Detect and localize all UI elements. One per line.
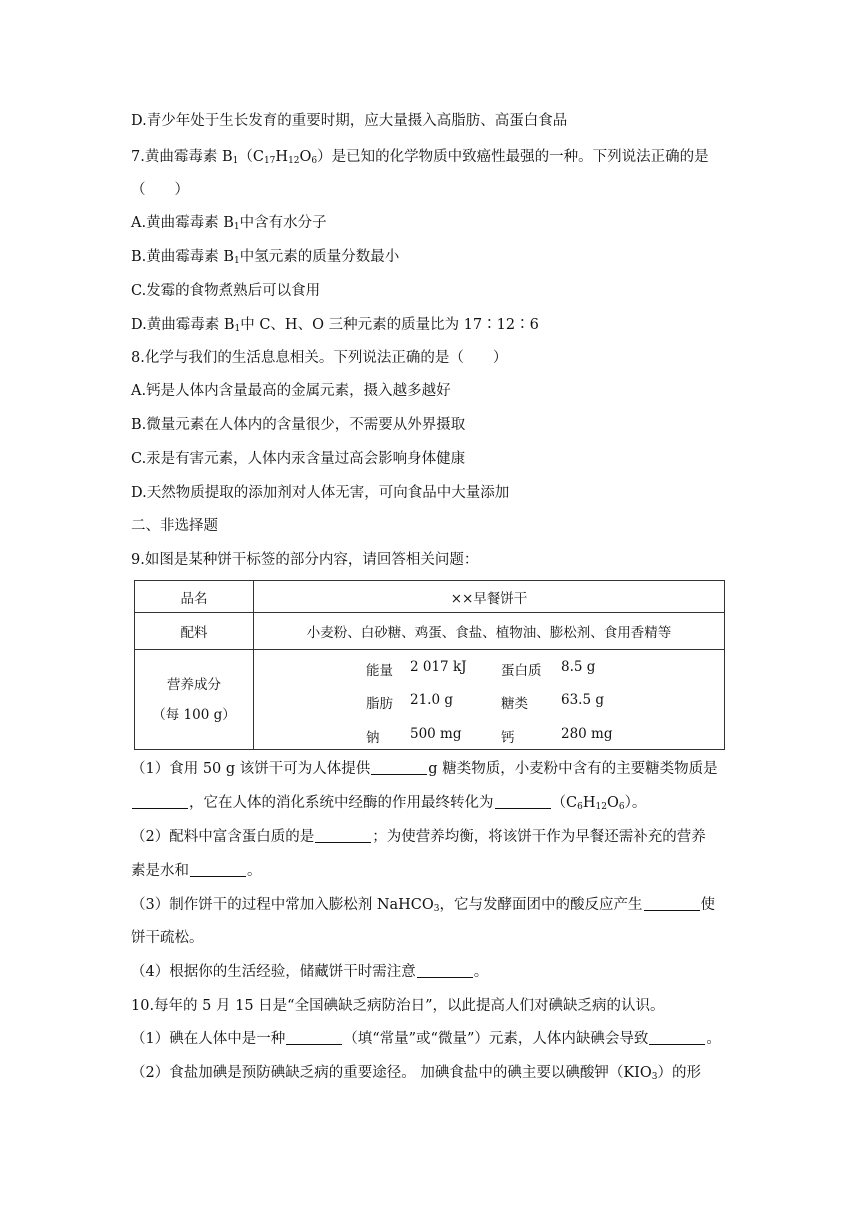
q7-option-a: A.黄曲霉毒素 $B_1$中含有水分子: [131, 215, 327, 232]
answer-blank[interactable]: [495, 794, 551, 809]
q7-option-b: B.黄曲霉毒素 $B_1$中氢元素的质量分数最小: [131, 249, 400, 266]
answer-blank[interactable]: [286, 1030, 342, 1045]
q8-option-d: D.天然物质提取的添加剂对人体无害，可向食品中大量添加: [131, 485, 510, 501]
section-heading: 二、非选择题: [131, 518, 218, 534]
energy-label: 能量: [366, 662, 393, 679]
q9-part1-line2: ，它在人体的消化系统中经酶的作用最终转化为 $(C_6H_{12}O_6)$。: [131, 793, 731, 813]
answer-blank[interactable]: [132, 794, 188, 809]
q10-part1: （1）碘在人体中是一种 （填“常量”或“微量”）元素，人体内缺碘会导致 。: [131, 1031, 721, 1047]
nutrition-values: [254, 650, 725, 750]
protein-value: 8.5 g: [561, 658, 596, 675]
q7-option-d: D.黄曲霉毒素 $B_1$中 C、H、O 三种元素的质量比为 17∶12∶6: [131, 317, 539, 334]
calcium-label: 钙: [501, 729, 515, 746]
biscuit-label-table: [134, 580, 725, 750]
q8-option-a: A.钙是人体内含量最高的金属元素，摄入越多越好: [131, 383, 451, 399]
q9-part4: （4）根据你的生活经验，储藏饼干时需注意 。: [131, 964, 489, 980]
q6-option-d: D.青少年处于生长发育的重要时期，应大量摄入高脂肪、高蛋白食品: [131, 113, 568, 129]
carbohydrate-value: 63.5 g: [561, 691, 604, 708]
nutrition-key: [135, 650, 254, 750]
nutrition-key-line2: （每 100 g）: [152, 706, 236, 723]
protein-label: 蛋白质: [501, 662, 542, 679]
q8-option-c: C.汞是有害元素，人体内汞含量过高会影响身体健康: [131, 451, 466, 467]
q9-part3-line1: （3）制作饼干的过程中常加入膨松剂 NaHCO$_3$，它与发酵面团中的酸反应产生 使: [131, 897, 716, 914]
q10-stem: 10.每年的 5 月 15 日是“全国碘缺乏病防治日”，以此提高人们对碘缺乏病的认识。: [131, 998, 665, 1014]
q9-part1-line1: （1）食用 50 g 该饼干可为人体提供 g 糖类物质，小麦粉中含有的主要糖类物质是: [131, 761, 718, 777]
q7-stem: 7.黄曲霉毒素 $B_1(C_{17}H_{12}O_6)$是已知的化学物质中致癌性最强的一种。下列说法正确的是: [131, 149, 709, 166]
ingredients-key: 配料: [135, 613, 254, 650]
q9-stem: 9.如图是某种饼干标签的部分内容，请回答相关问题：: [131, 552, 479, 568]
table-row: [135, 650, 725, 750]
answer-blank[interactable]: [371, 760, 427, 775]
q9-part2-line2: 素是水和 。: [131, 863, 262, 879]
table-row: [135, 581, 725, 613]
table-row: [135, 613, 725, 650]
q7-option-c: C.发霉的食物煮熟后可以食用: [131, 283, 321, 299]
energy-value: 2 017 kJ: [410, 658, 467, 675]
product-name-value: ××早餐饼干: [254, 581, 725, 613]
answer-blank[interactable]: [190, 862, 246, 877]
q7-answer-bracket: （ ）: [131, 182, 189, 198]
answer-blank[interactable]: [417, 963, 473, 978]
q9-part2-line1: （2）配料中富含蛋白质的是 ；为使营养均衡，将该饼干作为早餐还需补充的营养: [131, 829, 706, 845]
nutrition-key-line1: 营养成分: [167, 676, 221, 693]
product-name-key: 品名: [135, 581, 254, 613]
fat-label: 脂肪: [366, 695, 393, 712]
answer-blank[interactable]: [315, 828, 371, 843]
answer-blank[interactable]: [649, 1030, 705, 1045]
sodium-value: 500 mg: [410, 725, 462, 742]
q10-part2: （2）食盐加碘是预防碘缺乏病的重要途径。 加碘食盐中的碘主要以碘酸钾$(KIO_3)$的形: [131, 1065, 702, 1082]
ingredients-value: 小麦粉、白砂糖、鸡蛋、食盐、植物油、膨松剂、食用香精等: [254, 613, 725, 650]
q8-stem: 8.化学与我们的生活息息相关。下列说法正确的是（ ）: [131, 350, 508, 366]
fat-value: 21.0 g: [410, 691, 453, 708]
sodium-label: 钠: [366, 729, 380, 746]
answer-blank[interactable]: [644, 896, 700, 911]
carbohydrate-label: 糖类: [501, 695, 528, 712]
q8-option-b: B.微量元素在人体内的含量很少，不需要从外界摄取: [131, 417, 466, 433]
q9-part3-line2: 饼干疏松。: [131, 930, 204, 946]
calcium-value: 280 mg: [561, 725, 613, 742]
